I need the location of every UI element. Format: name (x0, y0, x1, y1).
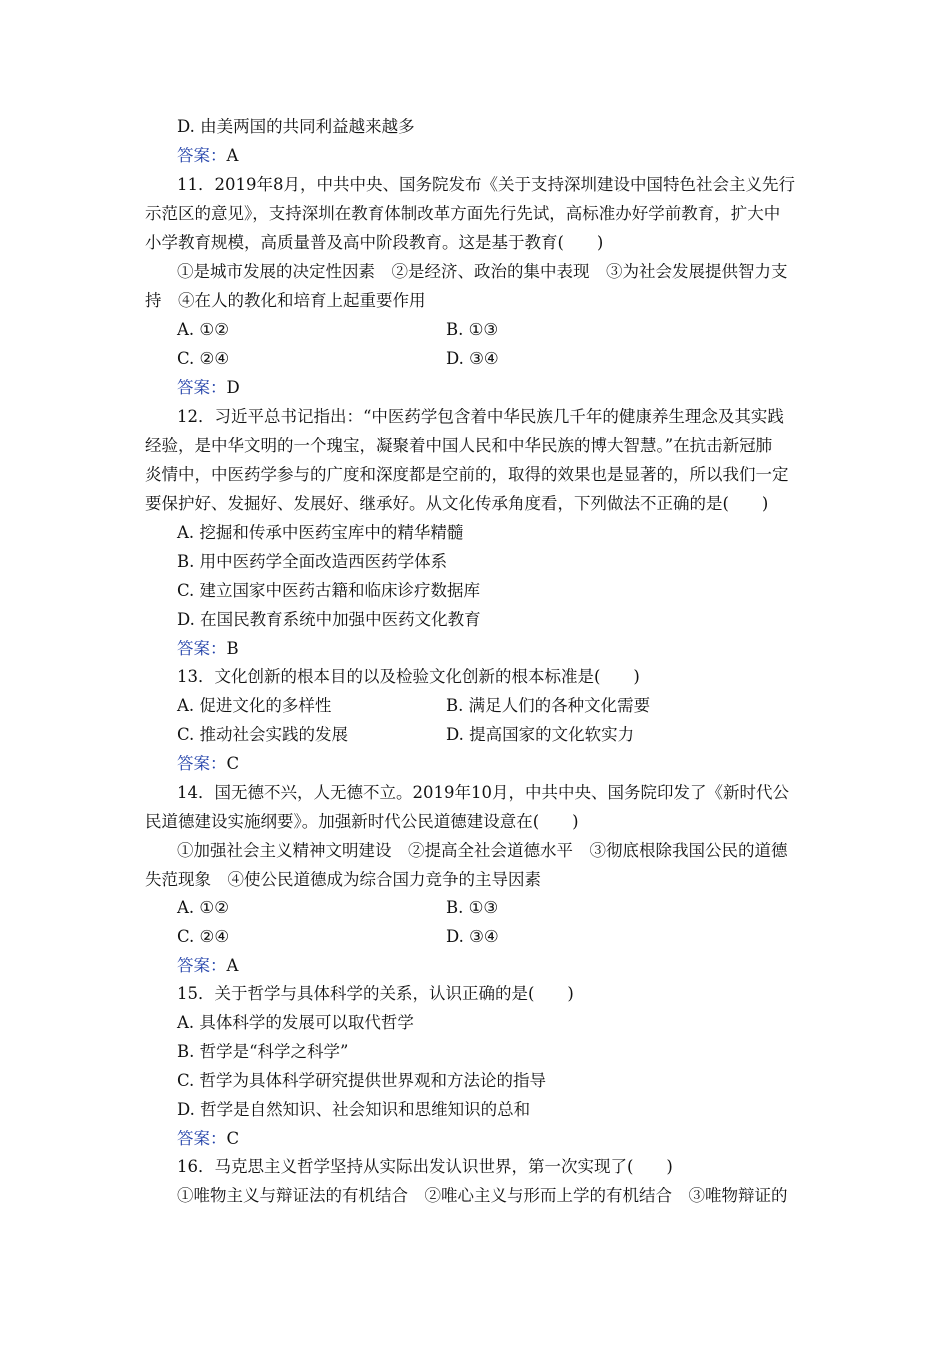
q14-option-c: C. ②④ (177, 927, 230, 946)
q14-option-b: B. ①③ (446, 898, 499, 917)
q12-stem-line-3: 炎情中，中医药学参与的广度和深度都是空前的，取得的效果也是显著的，所以我们一定 (145, 465, 789, 484)
q14-answer (177, 955, 238, 977)
q15-option-a: A. 具体科学的发展可以取代哲学 (177, 1013, 414, 1032)
q13-option-a: A. 促进文化的多样性 (177, 696, 332, 715)
q15-answer (177, 1128, 239, 1150)
q12-answer (177, 638, 239, 660)
q15-option-b: B. 哲学是“科学之科学” (177, 1042, 349, 1061)
q15-stem-line-1: 15．关于哲学与具体科学的关系，认识正确的是( ) (177, 984, 574, 1003)
q10-option-d: D. 由美两国的共同利益越来越多 (177, 117, 415, 136)
q12-stem-line-1: 12．习近平总书记指出：“中医药学包含着中华民族几千年的健康养生理念及其实践 (177, 407, 784, 426)
q11-option-c: C. ②④ (177, 349, 230, 368)
answer-label: 答案： (177, 956, 227, 975)
q12-stem-line-4: 要保护好、发掘好、发展好、继承好。从文化传承角度看，下列做法不正确的是( ) (145, 494, 769, 513)
q11-stem-line-1: 11．2019年8月，中共中央、国务院发布《关于支持深圳建设中国特色社会主义先行 (177, 175, 795, 194)
q14-statements-line-1: ①加强社会主义精神文明建设 ②提高全社会道德水平 ③彻底根除我国公民的道德 (177, 841, 788, 860)
q14-stem-line-1: 14．国无德不兴，人无德不立。2019年10月，中共中央、国务院印发了《新时代公 (177, 783, 789, 802)
q12-option-d: D. 在国民教育系统中加强中医药文化教育 (177, 610, 481, 629)
q14-statements-line-2: 失范现象 ④使公民道德成为综合国力竞争的主导因素 (145, 870, 541, 889)
q11-answer (177, 377, 240, 399)
q13-option-d: D. 提高国家的文化软实力 (446, 725, 635, 744)
answer-label: 答案： (177, 754, 227, 773)
q16-stem-line-1: 16．马克思主义哲学坚持从实际出发认识世界，第一次实现了( ) (177, 1157, 673, 1176)
q11-statements-line-2: 持 ④在人的教化和培育上起重要作用 (145, 291, 426, 310)
q12-option-c: C. 建立国家中医药古籍和临床诊疗数据库 (177, 581, 481, 600)
q10-answer (177, 145, 238, 167)
q11-option-a: A. ①② (177, 320, 229, 339)
q15-option-d: D. 哲学是自然知识、社会知识和思维知识的总和 (177, 1100, 531, 1119)
q11-option-b: B. ①③ (446, 320, 499, 339)
q11-stem-line-2: 示范区的意见》，支持深圳在教育体制改革方面先行先试，高标准办好学前教育，扩大中 (145, 204, 781, 223)
q13-option-b: B. 满足人们的各种文化需要 (446, 696, 651, 715)
answer-label: 答案： (177, 146, 227, 165)
q13-stem-line-1: 13．文化创新的根本目的以及检验文化创新的根本标准是( ) (177, 667, 640, 686)
q13-answer (177, 753, 239, 775)
answer-value: B (226, 639, 239, 658)
q14-stem-line-2: 民道德建设实施纲要》。加强新时代公民道德建设意在( ) (145, 812, 579, 831)
answer-value: C (226, 1129, 240, 1148)
q13-option-c: C. 推动社会实践的发展 (177, 725, 349, 744)
answer-value: D (226, 378, 240, 397)
q11-option-d: D. ③④ (446, 349, 499, 368)
q14-option-a: A. ①② (177, 898, 229, 917)
q14-option-d: D. ③④ (446, 927, 499, 946)
q15-option-c: C. 哲学为具体科学研究提供世界观和方法论的指导 (177, 1071, 547, 1090)
q12-option-b: B. 用中医药学全面改造西医药学体系 (177, 552, 448, 571)
q12-stem-line-2: 经验，是中华文明的一个瑰宝，凝聚着中国人民和中华民族的博大智慧。”在抗击新冠肺 (145, 436, 773, 455)
q11-stem-line-3: 小学教育规模，高质量普及高中阶段教育。这是基于教育( ) (145, 233, 604, 252)
answer-value: C (226, 754, 240, 773)
answer-value: A (226, 146, 239, 165)
q11-statements-line-1: ①是城市发展的决定性因素 ②是经济、政治的集中表现 ③为社会发展提供智力支 (177, 262, 788, 281)
q16-statements-line-1: ①唯物主义与辩证法的有机结合 ②唯心主义与形而上学的有机结合 ③唯物辩证的 (177, 1186, 788, 1205)
q12-option-a: A. 挖掘和传承中医药宝库中的精华精髓 (177, 523, 464, 542)
answer-value: A (226, 956, 239, 975)
answer-label: 答案： (177, 1129, 227, 1148)
answer-label: 答案： (177, 639, 227, 658)
answer-label: 答案： (177, 378, 227, 397)
